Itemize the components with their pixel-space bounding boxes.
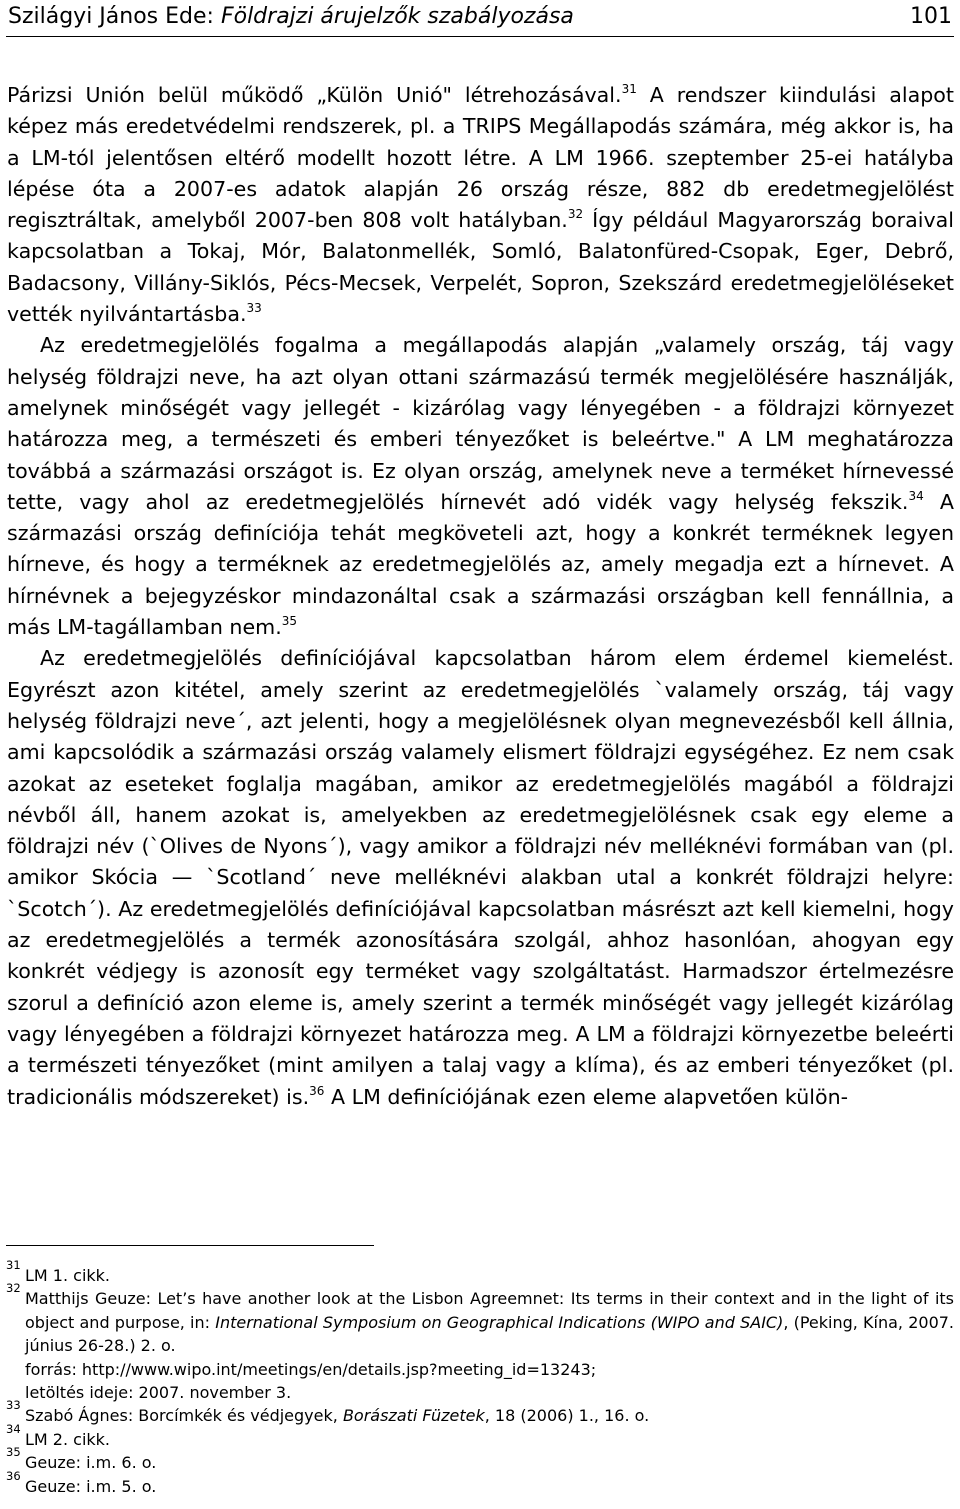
footnote-text: Szabó Ágnes: Borcímkék és védjegyek, [25,1406,343,1426]
header-title: Földrajzi árujelzők szabályozása [220,4,574,29]
text-span: A LM definíciójának ezen eleme alapvetően külön- [324,1084,849,1109]
footnote-number: 32 [6,1281,21,1296]
footnote-ref-36[interactable]: 36 [309,1083,325,1098]
footnote-ref-31[interactable]: 31 [621,82,637,96]
running-head [8,2,574,32]
footnote-download-date: letöltés ideje: 2007. november 3. [25,1383,292,1403]
text-span: Így például Magyarország boraival kapcsolatban a Tokaj, Mór, Balatonmellék, Somló, Balatonfüred-Csopak, Eger, Debrő, Badacsony, Villány-Siklós, Pécs-Mecsek, Verpelét, Sopron, Szekszárd eredetmegjelöléseket vették nyilvántartásba. [7,208,954,327]
footnote-number: 34 [6,1421,21,1436]
paragraph-2 [7,330,954,643]
page-number: 101 [910,4,952,29]
text-span: Az eredetmegjelölés definíciójával kapcsolatban három elem érdemel kiemelést. Egyrészt azon kitétel, amely szerint az eredetmegjelölés `valamely ország, táj vagy helység földrajzi neve´, azt jelenti, hogy a megjelölésnek olyan megnevezésből kell állnia, ami kapcsolódik a származási ország valamely elismert földrajzi egységéhez. Ez nem csak azokat az eseteket foglalja magában, amikor az eredetmegjelölés magából a földrajzi névből áll, hanem azokat is, amelyekben az eredetmegjelölésnek csak egy eleme a földrajzi név (`Olives de Nyons´), vagy amikor a földrajzi név melléknévi formában van (pl. amikor Skócia — `Scotland´ neve melléknévi alakban utal a konkrét földrajzi helyre: `Scotch´). Az eredetmegjelölés definíciójával kapcsolatban másrészt azt kell kiemelni, hogy az eredetmegjelölés a termék azonosítására szolgál, ahhoz hasonlóan, ahogyan egy konkrét védjegy is azonosít egy terméket vagy szolgáltatást. Harmadszor értelmezésre szorul a definíció azon eleme is, amely szerint a termék minőségét vagy jellegét kizárólag vagy lényegében a földrajzi környezet határozza meg. A LM a földrajzi környezetbe beleérti a természeti tényezőket (mint amilyen a talaj vagy a klíma), és az emberi tényezőket (pl. tradicionális módszereket) is. [7,646,954,1109]
footnote-text: LM 2. cikk. [25,1429,111,1449]
footnote-separator [6,1245,374,1246]
footnote-36 [6,1468,954,1498]
text-span: A származási ország definíciója tehát megköveteli azt, hogy a konkrét terméknek legyen hírneve, és hogy a terméknek az eredetmegjelölés az, amely megadja ezt a hírnevet. A hírnévnek a bejegyzéskor mindazonáltal csak a származási országban kell fennállnia, a más LM-tagállamban nem. [7,489,954,640]
footnote-ref-35[interactable]: 35 [281,614,298,629]
footnote-text: LM 1. cikk. [25,1266,111,1285]
paragraph-1 [7,80,954,330]
footnote-number: 35 [6,1445,21,1460]
footnote-text: , (Peking, Kína, 2007. június 26-28.) 2. o. [25,1312,955,1356]
footnote-number: 36 [6,1468,21,1483]
running-header [6,2,954,36]
footnote-33 [6,1398,954,1427]
paragraph-3 [7,643,954,1112]
text-span: Párizsi Unión belül működő „Külön Unió" létrehozásával. [7,83,622,107]
footnote-text: Matthijs Geuze: Let’s have another look at the Lisbon Agreemnet: Its terms in their context and in the light of its object and purpose, in: [25,1289,954,1332]
footnote-ref-34[interactable]: 34 [908,488,924,503]
header-rule [6,36,954,37]
header-author: Szilágyi János Ede: [8,4,221,29]
footnote-text: Geuze: i.m. 5. o. [25,1476,157,1496]
footnote-32 [6,1281,955,1404]
text-span: Az eredetmegjelölés fogalma a megállapodás alapján „valamely ország, táj vagy helység földrajzi neve, ha azt olyan ottani származású termék megjelölésére használják, amelynek minőségét vagy jellegét - kizárólag vagy lényegében - a földrajzi környezet határozza meg, a természeti és emberi tényezőket is beleértve." A LM meghatározza továbbá a származási országot is. Ez olyan ország, amelynek neve a terméket hírnevessé tette, vagy ahol az eredetmegjelölés hírnevét adó vidék vagy helység fekszik. [7,333,954,514]
footnote-source-link[interactable]: forrás: http://www.wipo.int/meetings/en/details.jsp?meeting_id=13243; [25,1359,597,1379]
footnote-italic-title: International Symposium on Geographical Indications (WIPO and SAIC) [215,1312,784,1332]
body-text [7,80,954,1113]
text-span: A rendszer kiindulási alapot képez más eredetvédelmi rendszerek, pl. a TRIPS Megállapodás számára, még akkor is, ha a LM-tól jelentősen eltérő modellt hozott létre. A LM 1966. szeptember 25-ei hatályba lépése óta a 2007-es adatok alapján 26 ország része, 882 db eredetmegjelölést regisztráltak, amelyből 2007-ben 808 volt hatályban. [7,83,954,233]
footnote-text: Geuze: i.m. 6. o. [25,1453,157,1473]
footnote-text: , 18 (2006) 1., 16. o. [484,1406,650,1426]
footnote-35 [6,1445,954,1474]
footnote-italic-title: Borászati Füzetek [342,1406,485,1426]
footnote-ref-32[interactable]: 32 [567,207,584,222]
footnote-number: 31 [6,1258,21,1272]
footnote-34 [6,1421,954,1451]
footnotes [6,1258,955,1498]
footnote-31 [6,1258,954,1287]
footnote-number: 33 [6,1398,21,1413]
footnote-ref-33[interactable]: 33 [246,301,262,316]
